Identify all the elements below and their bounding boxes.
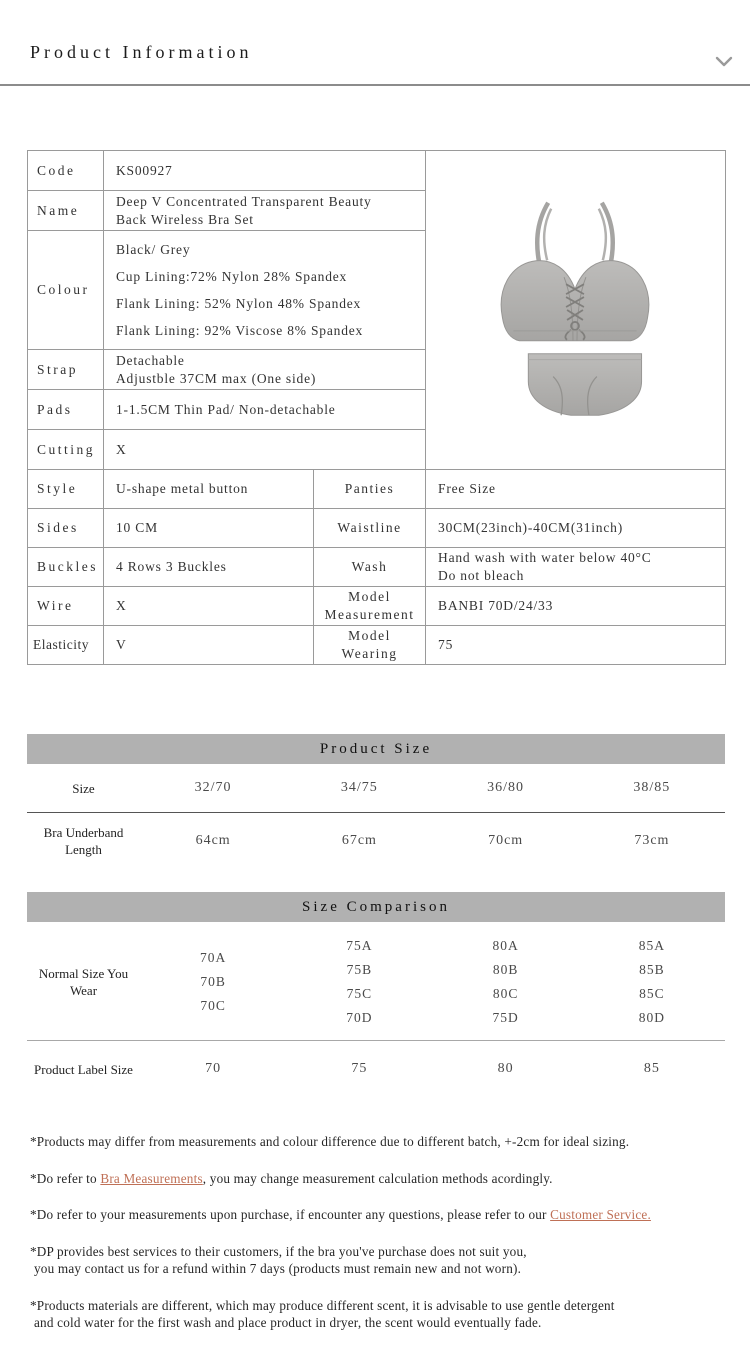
- spec-label-sides: Sides: [28, 509, 104, 548]
- normal-size-column-70: [140, 934, 286, 1030]
- label2-text: Model Measurement: [324, 589, 415, 622]
- panties-graphic: [528, 354, 641, 416]
- note-refund-policy: [30, 1243, 710, 1278]
- spec-label-wash: [314, 548, 426, 587]
- spec-value-wire: X: [104, 587, 314, 626]
- spec-value-cutting: X: [104, 430, 426, 470]
- product-size-header: Product Size: [27, 734, 725, 764]
- spec-value-model-wearing: 75: [426, 626, 726, 665]
- spec-value-buckles: 4 Rows 3 Buckles: [104, 548, 314, 587]
- underband-row-label: Bra Underband Length: [43, 825, 124, 857]
- note-text: you may contact us for a refund within 7 days (products must remain new and not worn).: [34, 1261, 522, 1276]
- spec-value-strap: [104, 350, 426, 390]
- normal-size-row: [27, 922, 725, 1041]
- page-header: [0, 0, 750, 86]
- size-comparison-section: [27, 892, 725, 1097]
- note-text: *Products may differ from measurements and colour difference due to different batch, +-2cm for ideal sizing.: [30, 1134, 630, 1149]
- spec-value-waistline: 30CM(23inch)-40CM(31inch): [426, 509, 726, 548]
- name-line: Deep V Concentrated Transparent Beauty: [116, 193, 372, 209]
- size-value: 36/80: [487, 780, 525, 795]
- spec-label-pads: Pads: [28, 390, 104, 430]
- bra-measurements-link[interactable]: Bra Measurements: [100, 1170, 203, 1186]
- underband-value: 64cm: [195, 833, 231, 848]
- spec-label-code: Code: [28, 151, 104, 191]
- size-option: 70A: [200, 950, 227, 965]
- spec-value-elasticity: V: [104, 626, 314, 665]
- label-size-value: 80: [497, 1061, 514, 1076]
- wash-line: Do not bleach: [438, 568, 525, 583]
- size-option: 70C: [200, 998, 226, 1013]
- spec-value-model-measurement: BANBI 70D/24/33: [426, 587, 726, 626]
- size-value: 38/85: [633, 780, 671, 795]
- spec-label-strap: Strap: [28, 350, 104, 390]
- note-customer-service: [30, 1206, 710, 1224]
- note-text: *Do refer to: [30, 1170, 101, 1186]
- spec-label-buckles: Buckles: [28, 548, 104, 587]
- label-size-row: [27, 1041, 725, 1097]
- underband-value: 67cm: [341, 833, 377, 848]
- size-option: 80D: [638, 1010, 665, 1025]
- label-size-value: 70: [205, 1061, 222, 1076]
- product-photo-bra-set: [426, 162, 724, 458]
- strap-line: Adjustble 37CM max (One side): [116, 370, 317, 386]
- size-option: 75C: [346, 986, 373, 1001]
- spec-label-waistline: [314, 509, 426, 548]
- spec-label-style: Style: [28, 470, 104, 509]
- colour-line: Black/ Grey: [116, 242, 191, 257]
- colour-line: Flank Lining: 52% Nylon 48% Spandex: [116, 296, 362, 311]
- size-comparison-header: Size Comparison: [27, 892, 725, 922]
- underband-row: [27, 813, 725, 869]
- label2-text: Wash: [351, 559, 388, 574]
- name-line: Back Wireless Bra Set: [116, 211, 254, 227]
- size-row-label: Size: [72, 780, 95, 796]
- colour-line: Cup Lining:72% Nylon 28% Spandex: [116, 269, 348, 284]
- size-option: 80A: [492, 938, 519, 953]
- spec-label-cutting: Cutting: [28, 430, 104, 470]
- bra-graphic: [501, 203, 649, 341]
- spec-label-name: Name: [28, 191, 104, 231]
- label2-text: Waistline: [337, 520, 402, 535]
- spec-label-panties: [314, 470, 426, 509]
- spec-label-model-wearing: [314, 626, 426, 665]
- spec-value-code: KS00927: [104, 151, 426, 191]
- normal-size-column-85: [579, 934, 725, 1030]
- size-option: 75D: [492, 1010, 519, 1025]
- size-value: 34/75: [340, 780, 378, 795]
- spec-value-panties: Free Size: [426, 470, 726, 509]
- product-size-section: [27, 734, 725, 869]
- spec-value-colour: [104, 231, 426, 350]
- product-image-cell: [426, 151, 726, 470]
- underband-value: 73cm: [634, 833, 670, 848]
- spec-label-elasticity: Elasticity: [28, 626, 104, 665]
- note-text: , you may change measurement calculation methods acordingly.: [202, 1170, 553, 1186]
- spec-label-wire: Wire: [28, 587, 104, 626]
- size-option: 80C: [492, 986, 519, 1001]
- spec-label-colour: Colour: [28, 231, 104, 350]
- size-option: 85A: [638, 938, 665, 953]
- note-materials-scent: [30, 1297, 710, 1332]
- customer-service-link[interactable]: Customer Service.: [550, 1207, 651, 1222]
- note-text: *Products materials are different, which may produce different scent, it is advisable to use gentle detergent: [30, 1297, 615, 1313]
- size-option: 70B: [200, 974, 226, 989]
- label2-text: Panties: [344, 481, 395, 496]
- wash-line: Hand wash with water below 40°C: [438, 550, 652, 565]
- label-size-label: Product Label Size: [34, 1061, 133, 1077]
- spec-table: [27, 150, 726, 665]
- normal-size-label: Normal Size You Wear: [38, 966, 129, 998]
- spec-label-model-measurement: [314, 587, 426, 626]
- normal-size-column-80: [433, 934, 579, 1030]
- label-size-value: 85: [643, 1061, 660, 1076]
- note-text: *Do refer to your measurements upon purchase, if encounter any questions, please refer to our: [30, 1207, 551, 1222]
- spec-value-wash: [426, 548, 726, 587]
- size-option: 70D: [346, 1010, 373, 1025]
- spec-value-pads: 1-1.5CM Thin Pad/ Non-detachable: [104, 390, 426, 430]
- chevron-down-icon[interactable]: [714, 55, 734, 69]
- spec-value-name: [104, 191, 426, 231]
- bra-set-graphic: [426, 162, 724, 458]
- note-text: and cold water for the first wash and place product in dryer, the scent would eventually fade.: [34, 1315, 542, 1330]
- spec-value-style: U-shape metal button: [104, 470, 314, 509]
- size-option: 75B: [346, 962, 373, 977]
- size-row: [27, 764, 725, 813]
- size-value: 32/70: [194, 780, 232, 795]
- note-sizing: [30, 1133, 710, 1151]
- size-option: 85B: [639, 962, 665, 977]
- colour-line: Flank Lining: 92% Viscose 8% Spandex: [116, 323, 364, 338]
- note-bra-measurements: [30, 1170, 710, 1188]
- label2-text: Model Wearing: [341, 628, 398, 661]
- normal-size-column-75: [286, 934, 432, 1030]
- spec-value-sides: 10 CM: [104, 509, 314, 548]
- page-title: Product Information: [30, 42, 253, 62]
- strap-line: Detachable: [116, 352, 185, 368]
- label-size-value: 75: [351, 1061, 368, 1076]
- size-option: 85C: [639, 986, 665, 1001]
- size-option: 75A: [346, 938, 373, 953]
- underband-value: 70cm: [488, 833, 524, 848]
- note-text: *DP provides best services to their customers, if the bra you've purchase does not suit you,: [30, 1243, 527, 1259]
- footnotes: [30, 1133, 710, 1332]
- size-option: 80B: [492, 962, 519, 977]
